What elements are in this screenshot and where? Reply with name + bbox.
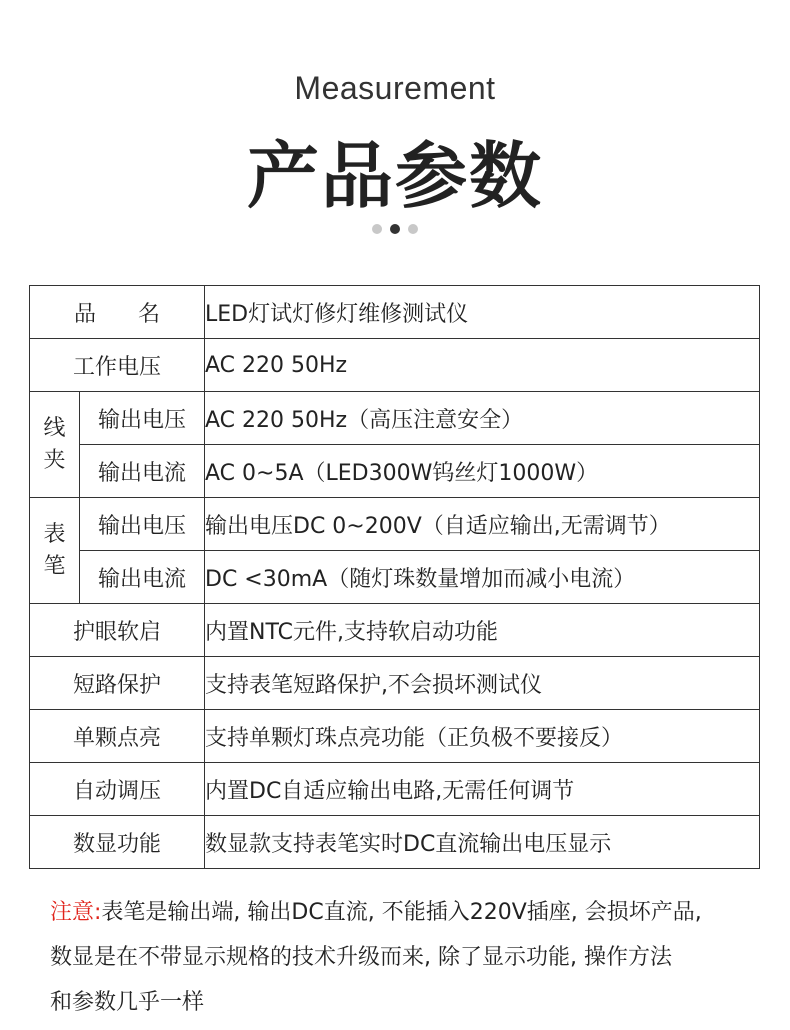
table-row [30, 604, 760, 657]
row-label-clip-output-voltage: 输出电压 [80, 392, 205, 445]
indicator-dot [372, 224, 382, 234]
note-line-2: 数显是在不带显示规格的技术升级而来, 除了显示功能, 操作方法 [50, 945, 672, 970]
warning-note [50, 890, 750, 1025]
table-row [30, 445, 760, 498]
row-value-auto-regulate: 内置DC自适应输出电路,无需任何调节 [205, 763, 760, 816]
row-value-clip-output-current: AC 0~5A（LED300W钨丝灯1000W） [205, 445, 760, 498]
group-label-probe: 表 笔 [30, 498, 80, 604]
indicator-dot [408, 224, 418, 234]
page-indicator [0, 224, 790, 234]
note-line-3: 和参数几乎一样 [50, 990, 205, 1015]
note-text-1: 表笔是输出端, 输出DC直流, 不能插入220V插座, 会损坏产品, [101, 900, 702, 925]
row-value-working-voltage: AC 220 50Hz [205, 339, 760, 392]
row-label-single-bead: 单颗点亮 [30, 710, 205, 763]
warning-prefix: 注意: [50, 900, 102, 925]
row-label-auto-regulate: 自动调压 [30, 763, 205, 816]
row-label-product-name: 品 名 [30, 286, 205, 339]
table-row [30, 286, 760, 339]
row-label-probe-output-voltage: 输出电压 [80, 498, 205, 551]
table-row [30, 710, 760, 763]
table-row [30, 763, 760, 816]
table-row [30, 551, 760, 604]
row-value-product-name: LED灯试灯修灯维修测试仪 [205, 286, 760, 339]
table-row [30, 392, 760, 445]
row-value-soft-start: 内置NTC元件,支持软启动功能 [205, 604, 760, 657]
row-value-probe-output-voltage: 输出电压DC 0~200V（自适应输出,无需调节） [205, 498, 760, 551]
section-subtitle: Measurement [294, 70, 496, 106]
table-row [30, 657, 760, 710]
table-row [30, 498, 760, 551]
indicator-dot-active [390, 224, 400, 234]
row-value-single-bead: 支持单颗灯珠点亮功能（正负极不要接反） [205, 710, 760, 763]
row-value-short-circuit: 支持表笔短路保护,不会损坏测试仪 [205, 657, 760, 710]
row-label-short-circuit: 短路保护 [30, 657, 205, 710]
table-row [30, 816, 760, 869]
row-label-digital-display: 数显功能 [30, 816, 205, 869]
row-label-soft-start: 护眼软启 [30, 604, 205, 657]
row-value-digital-display: 数显款支持表笔实时DC直流输出电压显示 [205, 816, 760, 869]
note-line-1 [50, 890, 750, 935]
table-row [30, 339, 760, 392]
row-label-working-voltage: 工作电压 [30, 339, 205, 392]
spec-table [29, 285, 760, 869]
row-label-clip-output-current: 输出电流 [80, 445, 205, 498]
row-value-probe-output-current: DC <30mA（随灯珠数量增加而减小电流） [205, 551, 760, 604]
row-label-probe-output-current: 输出电流 [80, 551, 205, 604]
group-label-clip: 线 夹 [30, 392, 80, 498]
row-value-clip-output-voltage: AC 220 50Hz（高压注意安全） [205, 392, 760, 445]
page-title: 产品参数 [246, 134, 543, 218]
